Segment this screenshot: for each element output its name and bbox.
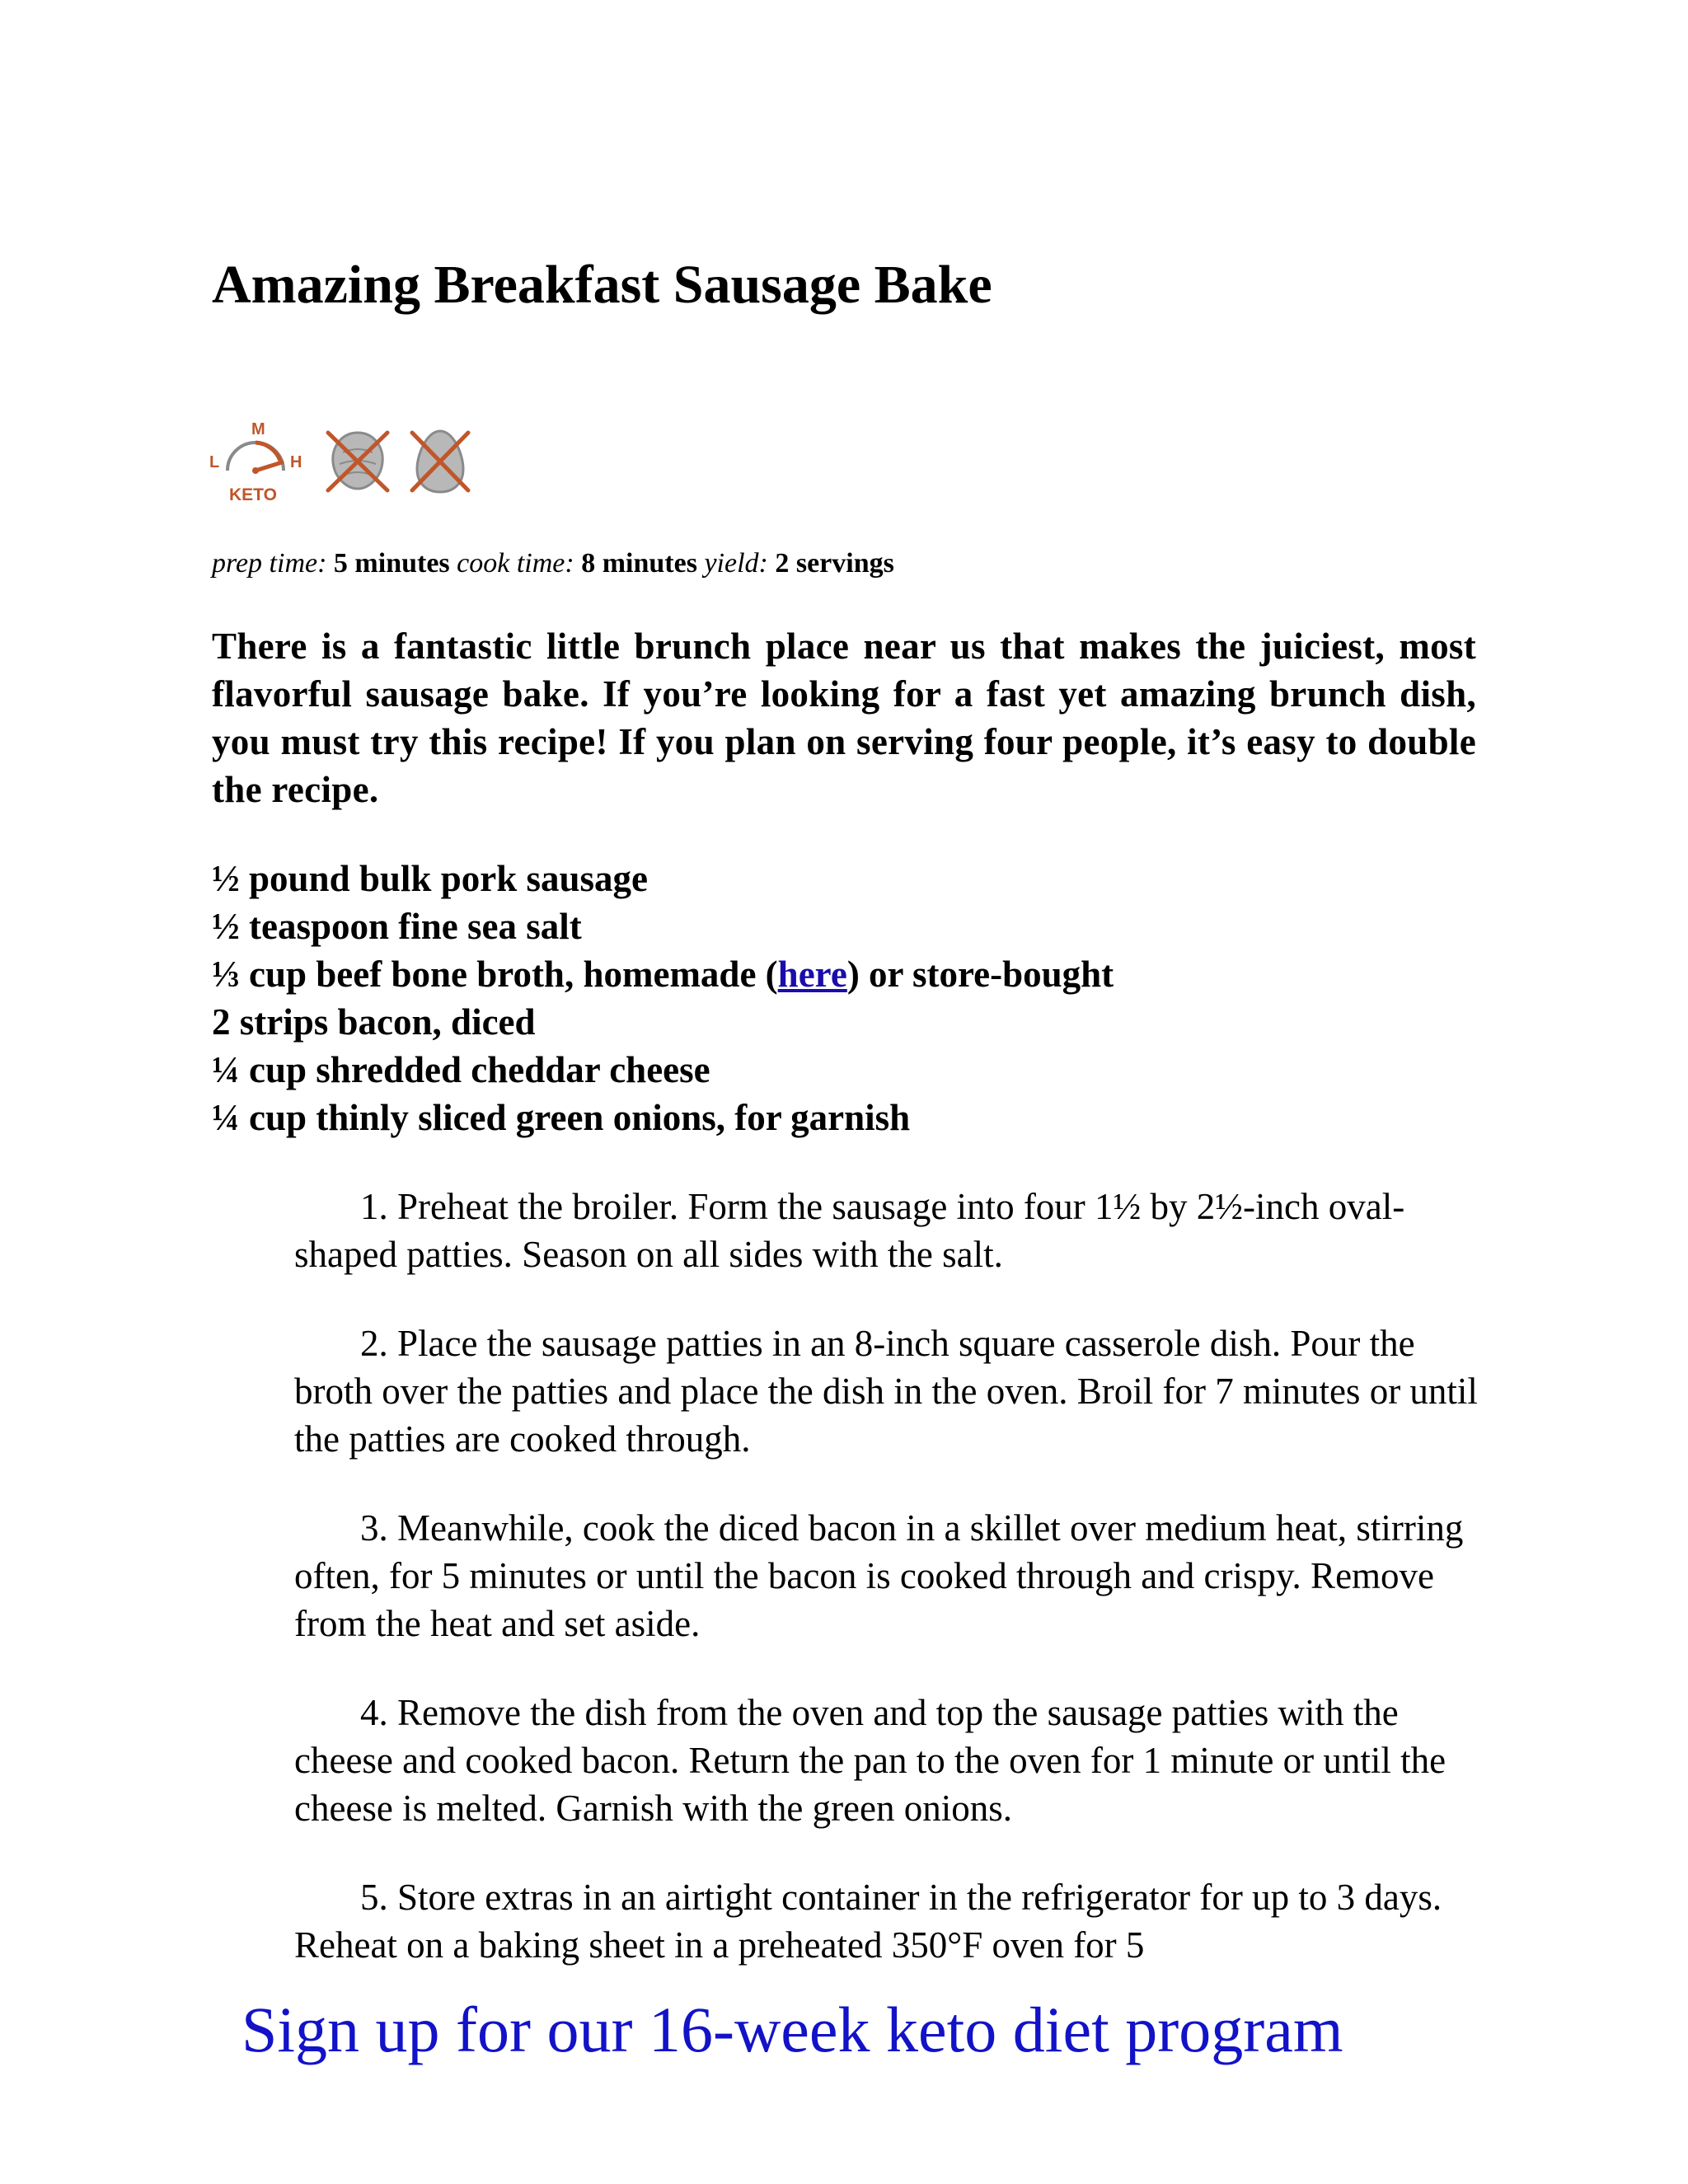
ingredient-item bbox=[212, 950, 1114, 998]
keto-program-signup-link[interactable]: Sign up for our 16-week keto diet program bbox=[241, 1994, 1343, 2065]
instruction-step: 5. Store extras in an airtight container in the refrigerator for up to 3 days. Reheat on a baking sheet in a preheated 350°F oven for 5 bbox=[294, 1877, 1442, 1966]
cook-time-label: cook time: bbox=[457, 548, 574, 579]
instruction-list bbox=[294, 1183, 1481, 2010]
ingredient-item: ½ teaspoon fine sea salt bbox=[212, 906, 582, 947]
recipe-intro: There is a fantastic little brunch place near us that makes the juiciest, most flavorful sausage bake. If you’re looking for a fast yet amazing brunch dish, you must try this recipe! If you plan on serving four people, it’s easy to double the recipe. bbox=[212, 626, 1476, 810]
ingredient-item: 2 strips bacon, diced bbox=[212, 1001, 536, 1043]
yield-value: 2 servings bbox=[775, 548, 894, 579]
nut-free-icon bbox=[316, 424, 399, 499]
recipe-meta bbox=[212, 547, 894, 581]
instruction-step: 1. Preheat the broiler. Form the sausage into four 1½ by 2½-inch oval-shaped patties. Season on all sides with the salt. bbox=[294, 1186, 1405, 1275]
ingredient-text: ⅓ cup beef bone broth, homemade ( bbox=[212, 954, 778, 995]
keto-meter-medium-label: M bbox=[251, 420, 265, 438]
keto-meter-icon bbox=[208, 416, 307, 511]
instruction-step: 4. Remove the dish from the oven and top the sausage patties with the cheese and cooked bacon. Return the pan to the oven for 1 minute or until the cheese is melted. Garnish with the green onions. bbox=[294, 1692, 1447, 1829]
ingredient-text: ) or store-bought bbox=[846, 954, 1114, 995]
prep-time-label: prep time: bbox=[212, 548, 327, 579]
yield-label: yield: bbox=[704, 548, 768, 579]
keto-meter-name-label: KETO bbox=[229, 485, 277, 504]
keto-meter-high-label: H bbox=[290, 453, 302, 471]
instruction-step: 2. Place the sausage patties in an 8-inch square casserole dish. Pour the broth over the patties and place the dish in the oven. Broil for 7 minutes or until the patties are cooked through. bbox=[294, 1323, 1478, 1460]
prep-time-value: 5 minutes bbox=[333, 548, 450, 579]
ingredient-item: ¼ cup thinly sliced green onions, for garnish bbox=[212, 1097, 911, 1138]
ingredient-item: ½ pound bulk pork sausage bbox=[212, 858, 648, 899]
instruction-step: 3. Meanwhile, cook the diced bacon in a skillet over medium heat, stirring often, for 5 minutes or until the bacon is cooked through and crispy. Remove from the heat and set aside. bbox=[294, 1507, 1464, 1644]
diet-badges bbox=[208, 416, 481, 515]
ingredient-item: ¼ cup shredded cheddar cheese bbox=[212, 1049, 710, 1090]
egg-free-icon bbox=[399, 424, 481, 499]
bone-broth-recipe-link[interactable]: here bbox=[777, 954, 847, 995]
recipe-title: Amazing Breakfast Sausage Bake bbox=[212, 255, 992, 315]
cook-time-value: 8 minutes bbox=[581, 548, 697, 579]
keto-meter-low-label: L bbox=[209, 453, 220, 471]
ingredient-list bbox=[212, 855, 1114, 1141]
